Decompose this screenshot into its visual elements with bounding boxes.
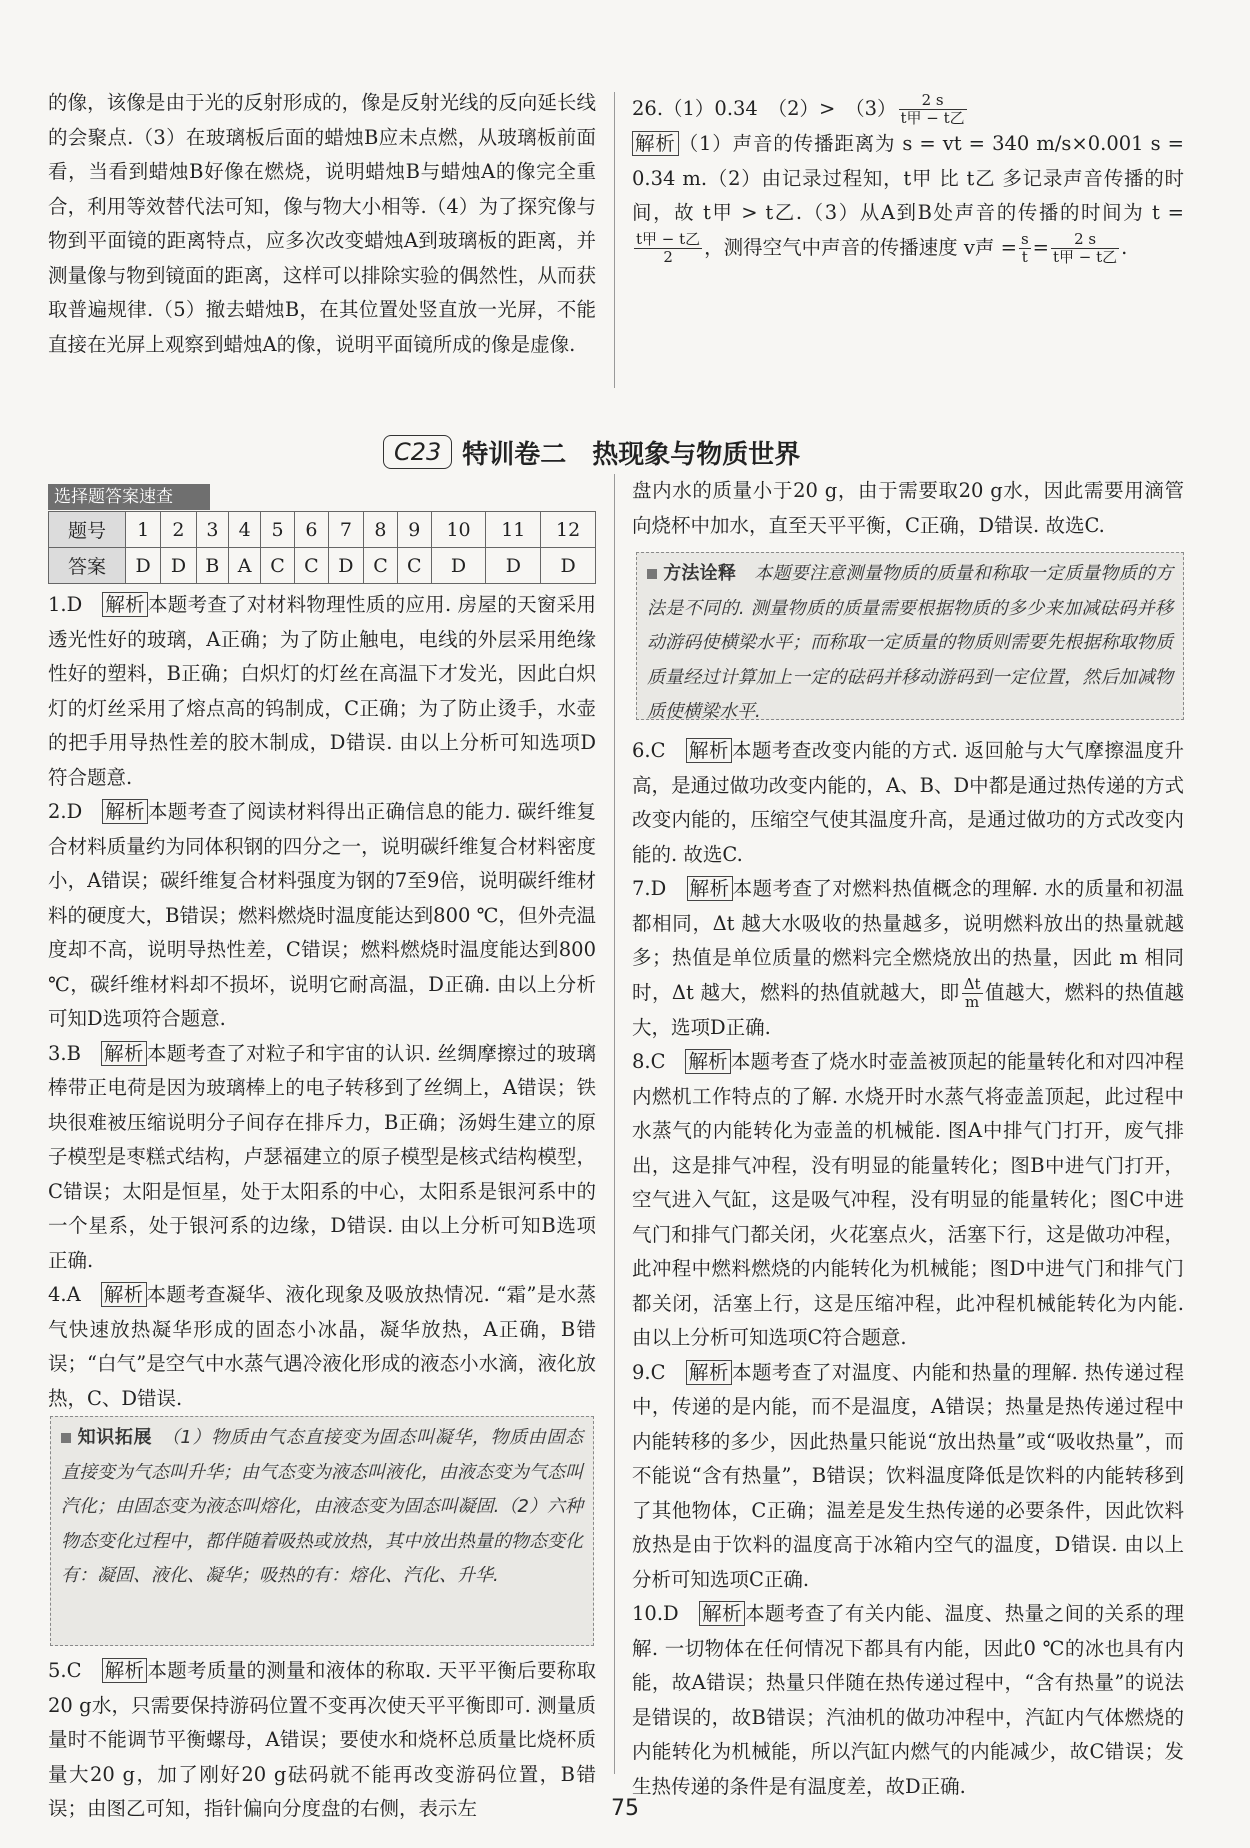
item-10: 10.D 解析 本题考查了有关内能、温度、热量之间的关系的理解. 一切物体在任何情况下都具有内能，因此0 ℃的冰也具有内能，故A错误；热量只伴随在热传递过程中，“含有热量”的说法是错误的，故B错误；汽油机的做功冲程中，汽缸内气体燃烧的内能转化为机械能，所以汽缸内燃气的内能减少，故C错误；发生热传递的条件是有温度差，故D正确. (632, 1602, 1184, 1798)
column-divider-bottom (614, 474, 615, 1774)
page-number: 75 (611, 1796, 639, 1821)
answer-table-number-row: 题号 1 2 3 4 5 6 7 8 9 10 11 12 (49, 512, 596, 548)
knowledge-extension-box: 知识拓展 （1）物质由气态直接变为固态叫凝华，物质由固态直接变为气态叫升华；由气态变为液态叫液化，由液态变为气态叫汽化；由固态变为液态叫熔化，由液态变为固态叫凝固.（2）六种物态变化过程中，都伴随着吸热或放热，其中放出热量的物态变化有：凝固、液化、凝华；吸热的有：熔化、汽化、升华. (50, 1416, 594, 1646)
box-marker-icon (61, 1433, 71, 1443)
item-9: 9.C 解析 本题考查了对温度、内能和热量的理解. 热传递过程中，传递的是内能，而不是温度，A错误；热量是热传递过程中内能转移的多少，因此热量只能说“放出热量”或“吸收热量”，而不能说“含有热量”，B错误；饮料温度降低是饮料的内能转移到了其他物体，C正确；温差是发生热传递的必要条件，因此饮料放热是由于饮料的温度高于冰箱内空气的温度，D错误. 由以上分析可知选项C正确. (632, 1360, 1184, 1591)
item-5: 5.C 解析 本题考质量的测量和液体的称取. 天平平衡后要称取20 g水，只需要保持游码位置不变再次使天平平衡即可. 测量质量时不能调节平衡螺母，A错误；要使水和烧杯总质量比烧杯质量大20 g，加了刚好20 g砝码就不能再改变游码位置，B错误；由图乙可知，指针偏向分度盘的右侧，表示左 (48, 1659, 596, 1820)
item-4: 4.A 解析 本题考查凝华、液化现象及吸放热情况. “霜”是水蒸气快速放热凝华形成的固态小冰晶，凝华放热，A正确，B错误；“白气”是空气中水蒸气遇冷液化形成的液态小水滴，液化放热，C、D错误. (48, 1283, 596, 1410)
item-3: 3.B 解析 本题考查了对粒子和宇宙的认识. 丝绸摩擦过的玻璃棒带正电荷是因为玻璃棒上的电子转移到了丝绸上，A错误；铁块很难被压缩说明分子间存在排斥力，B正确；汤姆生建立的原子模型是枣糕式结构，卢瑟福建立的原子模型是核式结构模型，C错误；太阳是恒星，处于太阳系的中心，太阳系是银河系中的一个星系，处于银河系的边缘，D错误. 由以上分析可知B选项正确. (48, 1041, 596, 1272)
q26-fraction: $\frac{2 s}{\text{t甲 − t乙}}$ (900, 91, 965, 127)
item-8: 8.C 解析 本题考查了烧水时壶盖被顶起的能量转化和对四冲程内燃机工作特点的了解. 水烧开时水蒸气将壶盖顶起，此过程中水蒸气的内能转化为壶盖的机械能. 图A中排气门打开，废气排出，这是排气冲程，没有明显的能量转化；图B中进气门打开，空气进入气缸，这是吸气冲程，没有明显的能量转化；图C中进气门和排气门都关闭，火花塞点火，活塞下行，这是做功冲程，此冲程中燃料燃烧的内能转化为机械能；图D中进气门和排气门都关闭，活塞上行，这是压缩冲程，此冲程机械能转化为内能. 由以上分析可知选项C符合题意. (632, 1050, 1184, 1349)
method-explanation-box: 方法诠释 本题要注意测量物质的质量和称取一定质量物质的方法是不同的. 测量物质的质量需要根据物质的多少来加减砝码并移动游码使横梁水平；而称取一定质量的物质则需要先根据称取物质质量经过计算加上一定的砝码并移动游码到一定位置，然后加减物质使横梁水平. (636, 552, 1184, 720)
column-divider-top (614, 92, 615, 388)
q26-answers: 26.（1）0.34 （2）> （3） (632, 97, 897, 120)
item-6: 6.C 解析 本题考查改变内能的方式. 返回舱与大气摩擦温度升高，是通过做功改变内能的，A、B、D中都是通过热传递的方式改变内能的，压缩空气使其温度升高，是通过做功的方式改变内能的. 故选C. (632, 739, 1184, 866)
section-header (383, 432, 800, 472)
analysis-tag: 解析 (632, 131, 679, 156)
item-2: 2.D 解析 本题考查了阅读材料得出正确信息的能力. 碳纤维复合材料质量约为同体积钢的四分之一，说明碳纤维复合材料密度小，A错误；碳纤维复合材料强度为钢的7至9倍，说明碳纤维材料的硬度大，B错误；燃料燃烧时温度能达到800 ℃，但外壳温度却不高，说明导热性差，C错误；燃料燃烧时温度能达到800 ℃，碳纤维材料却不损坏，说明它耐高温，D正确. 由以上分析可知D选项符合题意. (48, 800, 596, 1030)
heat-value-fraction: $\frac{\Delta t}{m}$ (963, 974, 981, 1011)
question-26: 26.（1）0.34 （2）> （3） $\frac{2 s}{\text{t甲 − t乙}}$ 解析 （1）声音的传播距离为 s = vt = 340 m/s×0.001 s = 0.34 m.（2）由记录过程知，t甲 比 t乙 多记录声音传播的时间，故 t甲 > t乙.（3）从A到B处声音的传播的时间为 t = $\frac{\text{t甲 − t乙}}{2}$ ，测得空气中声音的传播速度 v声 = $\frac{s}{t}$ = $\frac{2 s}{\text{t甲 − t乙}}$ . (632, 91, 1184, 266)
time-fraction: $\frac{\text{t甲 − t乙}}{2}$ (636, 229, 701, 266)
item-7: 7.D 解析 本题考查了对燃料热值概念的理解. 水的质量和初温都相同，Δt 越大水吸收的热量越多，说明燃料放出的热量就越多；热值是单位质量的燃料完全燃烧放出的热量，因此 m 相同时，Δt 越大，燃料的热值就越大，即 $\frac{\Delta t}{m}$ 值越大，燃料的热值越大，选项D正确. (632, 877, 1184, 1039)
right-column-items (632, 734, 1184, 1804)
answer-table-answer-row: 答案 D D B A C C D C C D D D (49, 548, 596, 584)
section-badge: C23 (383, 435, 452, 469)
top-left-text (48, 86, 596, 362)
answer-table (48, 511, 596, 584)
mirror-experiment-text: 的像，该像是由于光的反射形成的，像是反射光线的反向延长线的会聚点.（3）在玻璃板后面的蜡烛B应未点燃，从玻璃板前面看，当看到蜡烛B好像在燃烧，说明蜡烛B与蜡烛A的像完全重合，利用等效替代法可知，像与物大小相等.（4）为了探究像与物到平面镜的距离特点，应多次改变蜡烛A到玻璃板的距离，并测量像与物到镜面的距离，这样可以排除实验的偶然性，从而获取普遍规律.（5）撤去蜡烛B，在其位置处竖直放一光屏，不能直接在光屏上观察到蜡烛A的像，说明平面镜所成的像是虚像. (48, 91, 596, 356)
answer-table-title: 选择题答案速查 (48, 484, 210, 510)
item-1: 1.D 解析 本题考查了对材料物理性质的应用. 房屋的天窗采用透光性好的玻璃，A正确；为了防止触电，电线的外层采用绝缘性好的塑料，B正确；白炽灯的灯丝在高温下才发光，因此白炽灯的灯丝采用了熔点高的钨制成，C正确；为了防止烫手，水壶的把手用导热性差的胶木制成，D错误. 由以上分析可知选项D符合题意. (48, 593, 596, 789)
box-marker-icon (647, 569, 657, 579)
left-column-items (48, 588, 596, 1416)
section-title: 特训卷二 热现象与物质世界 (462, 439, 801, 470)
speed-result-fraction: $\frac{2 s}{\text{t甲 − t乙}}$ (1052, 229, 1118, 266)
speed-fraction: $\frac{s}{t}$ (1020, 229, 1029, 266)
item-5-continued: 盘内水的质量小于20 g，由于需要取20 g水，因此需要用滴管向烧杯中加水，直至天平平衡，C正确，D错误. 故选C. (632, 479, 1184, 537)
